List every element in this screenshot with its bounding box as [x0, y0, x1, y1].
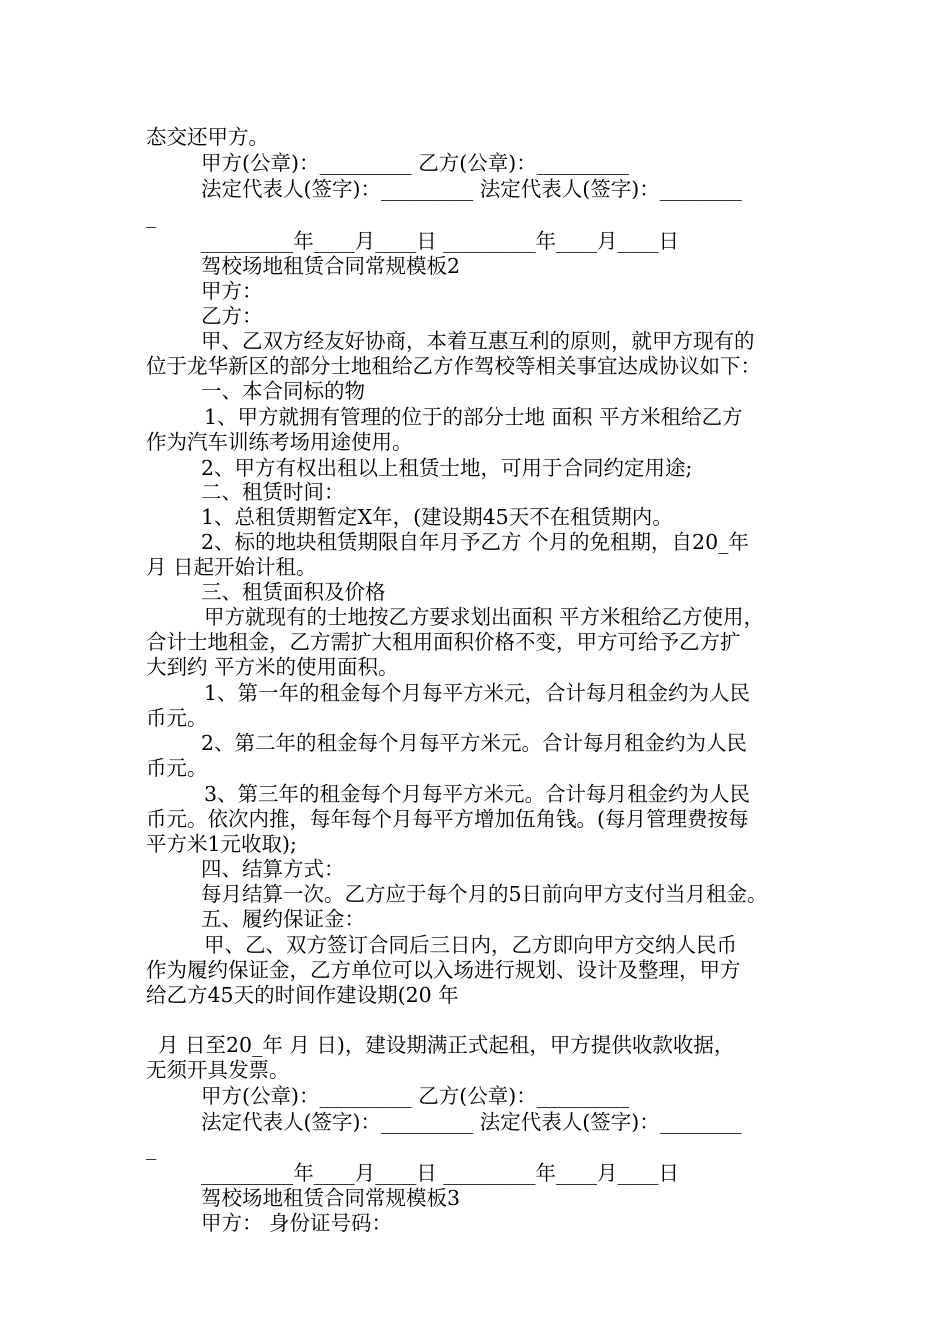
- underscore-continuation: _: [146, 204, 157, 228]
- text-line: 1、总租赁期暂定X年，(建设期45天不在租赁期内。: [201, 505, 673, 529]
- text-line: 2、甲方有权出租以上租赁士地，可用于合同约定用途;: [201, 456, 693, 480]
- text-line: 作为履约保证金，乙方单位可以入场进行规划、设计及整理，甲方: [146, 958, 741, 982]
- clause-heading: 四、结算方式：: [201, 857, 345, 881]
- section-title: 驾校场地租赁合同常规模板2: [201, 254, 461, 278]
- underscore-continuation: _: [146, 1136, 157, 1160]
- signature-rep-line: 法定代表人(签字)：_________ 法定代表人(签字)：________: [201, 177, 742, 201]
- text-line: 位于龙华新区的部分士地租给乙方作驾校等相关事宜达成协议如下：: [146, 354, 761, 378]
- clause-heading: 二、租赁时间：: [201, 480, 345, 504]
- party-a-line: 甲方：: [201, 279, 263, 303]
- text-line: 币元。依次内推，每年每个月每平方增加伍角钱。(每月管理费按每: [146, 807, 749, 831]
- text-line: 大到约 平方米的使用面积。: [146, 655, 399, 679]
- text-line: 月 日起开始计租。: [146, 555, 317, 579]
- signature-seal-line: 甲方(公章)：_________ 乙方(公章)：_________: [201, 1084, 630, 1108]
- text-line: 币元。: [146, 756, 208, 780]
- signature-seal-line: 甲方(公章)：_________ 乙方(公章)：_________: [201, 151, 630, 175]
- party-b-line: 乙方：: [201, 304, 263, 328]
- party-a-line: 甲方： 身份证号码：: [201, 1211, 393, 1235]
- text-line: 每月结算一次。乙方应于每个月的5日前向甲方支付当月租金。: [201, 882, 768, 906]
- text-line: 月 日至20_年 月 日)，建设期满正式起租，甲方提供收款收据，: [158, 1033, 735, 1057]
- section-title: 驾校场地租赁合同常规模板3: [201, 1186, 461, 1210]
- text-line: 甲、乙、双方签订合同后三日内，乙方即向甲方交纳人民币: [204, 933, 737, 957]
- text-line: 平方米1元收取);: [146, 832, 297, 856]
- text-line: 2、第二年的租金每个月每平方米元。合计每月租金约为人民: [201, 731, 748, 755]
- text-line: 作为汽车训练考场用途使用。: [146, 430, 413, 454]
- text-line: 甲、乙双方经友好协商，本着互惠互利的原则，就甲方现有的: [201, 329, 755, 353]
- clause-heading: 一、本合同标的物: [201, 379, 365, 403]
- signature-rep-line: 法定代表人(签字)：_________ 法定代表人(签字)：________: [201, 1110, 742, 1134]
- text-line: 态交还甲方。: [146, 125, 269, 149]
- text-line: 1、甲方就拥有管理的位于的部分士地 面积 平方米租给乙方: [204, 405, 743, 429]
- text-line: 合计士地租金，乙方需扩大租用面积价格不变，甲方可给予乙方扩: [146, 630, 741, 654]
- clause-heading: 五、履约保证金：: [201, 907, 365, 931]
- date-line: _________年____月____日 _________年____月____日: [201, 1161, 680, 1185]
- text-line: 3、第三年的租金每个月每平方米元。合计每月租金约为人民: [204, 782, 751, 806]
- text-line: 甲方就现有的士地按乙方要求划出面积 平方米租给乙方使用，: [204, 605, 765, 629]
- text-line: 币元。: [146, 706, 208, 730]
- text-line: 2、标的地块租赁期限自年月予乙方 个月的免租期，自20_年: [201, 530, 749, 554]
- text-line: 给乙方45天的时间作建设期(20 年: [146, 983, 459, 1007]
- date-line: _________年____月____日 _________年____月____日: [201, 229, 680, 253]
- text-line: 1、第一年的租金每个月每平方米元，合计每月租金约为人民: [204, 681, 751, 705]
- text-line: 无须开具发票。: [146, 1058, 290, 1082]
- clause-heading: 三、租赁面积及价格: [201, 580, 386, 604]
